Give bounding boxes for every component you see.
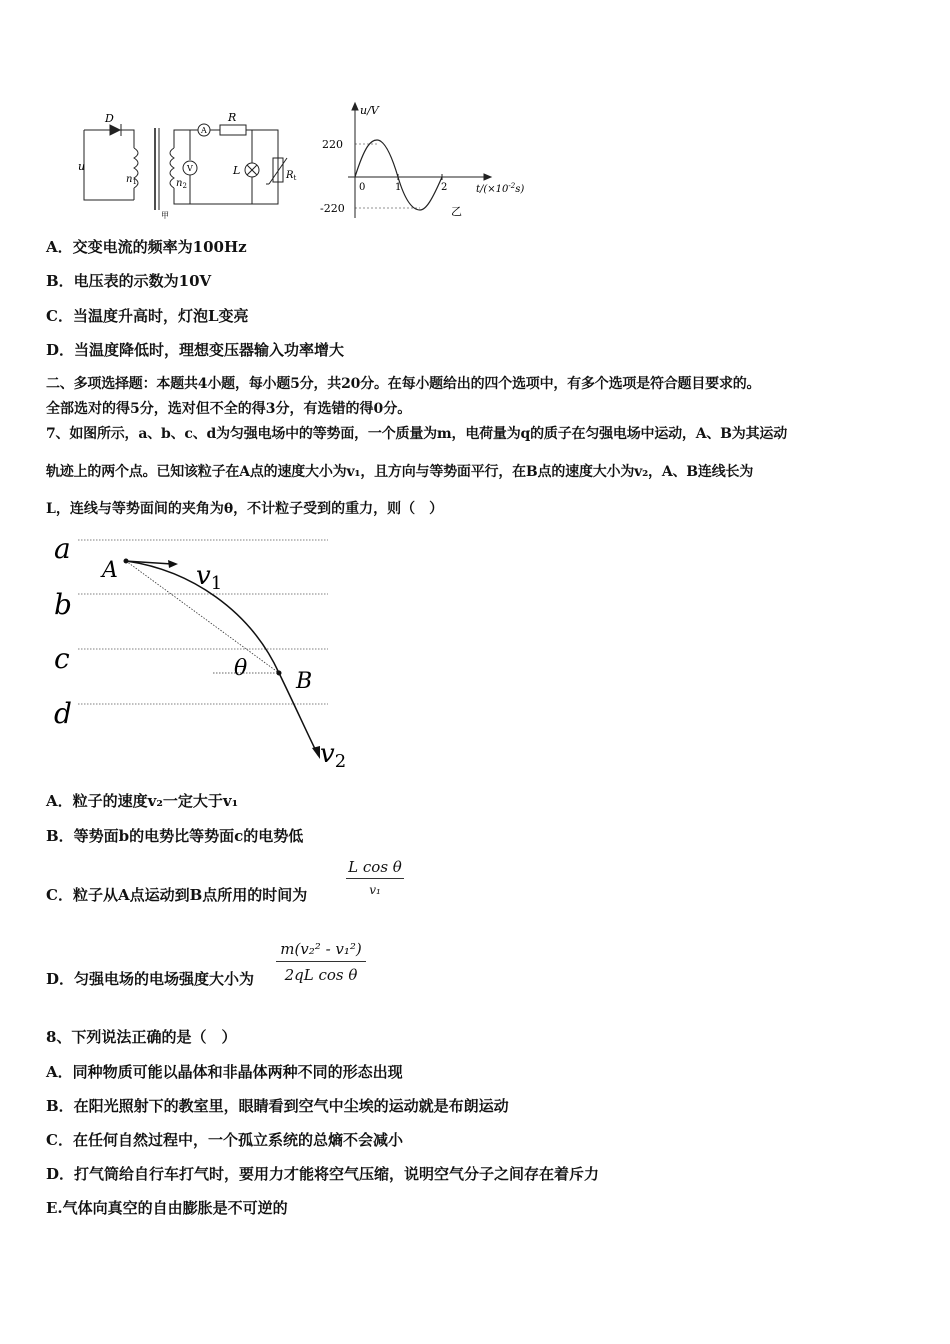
- circuit-label-D: D: [105, 112, 114, 125]
- graph-caption: 乙: [451, 205, 462, 218]
- q6-option-b: B．电压表的示数为10V: [46, 272, 212, 290]
- q7-option-d-fraction: [276, 940, 366, 984]
- graph-xtick-0: 0: [359, 182, 366, 193]
- circuit-label-A: A: [201, 126, 207, 135]
- q7-stem-line3: L，连线与等势面间的夹角为θ，不计粒子受到的重力，则（ ）: [46, 501, 444, 517]
- v1-label: v1: [196, 561, 223, 594]
- voltage-graph: [318, 100, 538, 225]
- graph-xtick-2: 2: [441, 182, 448, 193]
- q7-option-d: D．匀强电场的电场强度大小为: [46, 970, 255, 988]
- graph-ymin-label: -220: [320, 202, 345, 215]
- q8-stem: 8、下列说法正确的是（ ）: [46, 1028, 237, 1046]
- q8-option-c: C．在任何自然过程中，一个孤立系统的总熵不会减小: [46, 1131, 403, 1149]
- q7-option-a: A．粒子的速度v₂一定大于v₁: [46, 792, 239, 810]
- section2-header-line1: 二、多项选择题：本题共4小题，每小题5分，共20分。在每小题给出的四个选项中，有多个选项是符合题目要求的。: [46, 376, 761, 392]
- plane-label-c: c: [54, 642, 70, 675]
- plane-label-a: a: [54, 532, 71, 565]
- section2-header-line2: 全部选对的得5分，选对但不全的得3分，有选错的得0分。: [46, 401, 412, 417]
- circuit-label-Rt: $R_t$: [286, 170, 297, 182]
- circuit-label-n1: $n_1$: [126, 174, 137, 186]
- graph-ymax-label: 220: [322, 138, 343, 151]
- q7-option-b: B．等势面b的电势比等势面c的电势低: [46, 827, 304, 845]
- v2-label: v2: [320, 739, 347, 772]
- q7-option-c-numerator: L cos θ: [348, 858, 402, 876]
- q7-stem-line1: 7、如图所示，a、b、c、d为匀强电场中的等势面，一个质量为m，电荷量为q的质子在匀强电场中运动，A、B为其运动: [46, 426, 788, 442]
- q8-option-d: D．打气筒给自行车打气时，要用力才能将空气压缩，说明空气分子之间存在着斥力: [46, 1165, 600, 1183]
- point-A-label: A: [102, 558, 118, 583]
- q6-option-a: A．交变电流的频率为100Hz: [46, 238, 247, 256]
- graph-xtick-1: 1: [395, 182, 402, 193]
- v2-arrowhead: [312, 746, 320, 759]
- point-A-dot: [124, 559, 129, 564]
- v1-arrowhead: [168, 560, 178, 568]
- q7-field-diagram: [50, 530, 350, 775]
- q8-option-a: A．同种物质可能以晶体和非晶体两种不同的形态出现: [46, 1063, 403, 1081]
- graph-xlabel: $t/(\times 10^{-2}s)$: [476, 182, 525, 195]
- q7-option-d-denominator: 2qL cos θ: [276, 961, 366, 984]
- circuit-label-V: V: [187, 164, 193, 173]
- plane-label-b: b: [54, 588, 72, 621]
- graph-ylabel: u/V: [360, 104, 379, 117]
- q7-stem-line2: 轨迹上的两个点。已知该粒子在A点的速度大小为v₁，且方向与等势面平行，在B点的速度大小为v₂，A、B连线长为: [46, 464, 754, 480]
- q7-option-d-numerator: m(v₂² - v₁²): [280, 940, 362, 958]
- circuit-diagram: [70, 108, 315, 220]
- circuit-label-u: u: [78, 160, 86, 173]
- plane-label-d: d: [54, 697, 72, 730]
- circuit-label-L: L: [233, 164, 241, 177]
- q8-option-b: B．在阳光照射下的教室里，眼睛看到空气中尘埃的运动就是布朗运动: [46, 1097, 509, 1115]
- q6-option-d: D．当温度降低时，理想变压器输入功率增大: [46, 341, 345, 359]
- theta-label: θ: [234, 656, 248, 681]
- q7-option-c-fraction: [346, 858, 404, 897]
- q6-option-c: C．当温度升高时，灯泡L变亮: [46, 307, 249, 325]
- point-B-dot: [277, 671, 282, 676]
- point-B-label: B: [296, 669, 313, 694]
- circuit-label-R: R: [228, 111, 237, 124]
- circuit-label-n2: $n_2$: [176, 178, 187, 190]
- q8-option-e: E.气体向真空的自由膨胀是不可逆的: [46, 1199, 288, 1217]
- q7-option-c-denominator: v₁: [346, 878, 404, 897]
- circuit-caption: 甲: [161, 211, 169, 220]
- q7-option-c: C．粒子从A点运动到B点所用的时间为: [46, 886, 308, 904]
